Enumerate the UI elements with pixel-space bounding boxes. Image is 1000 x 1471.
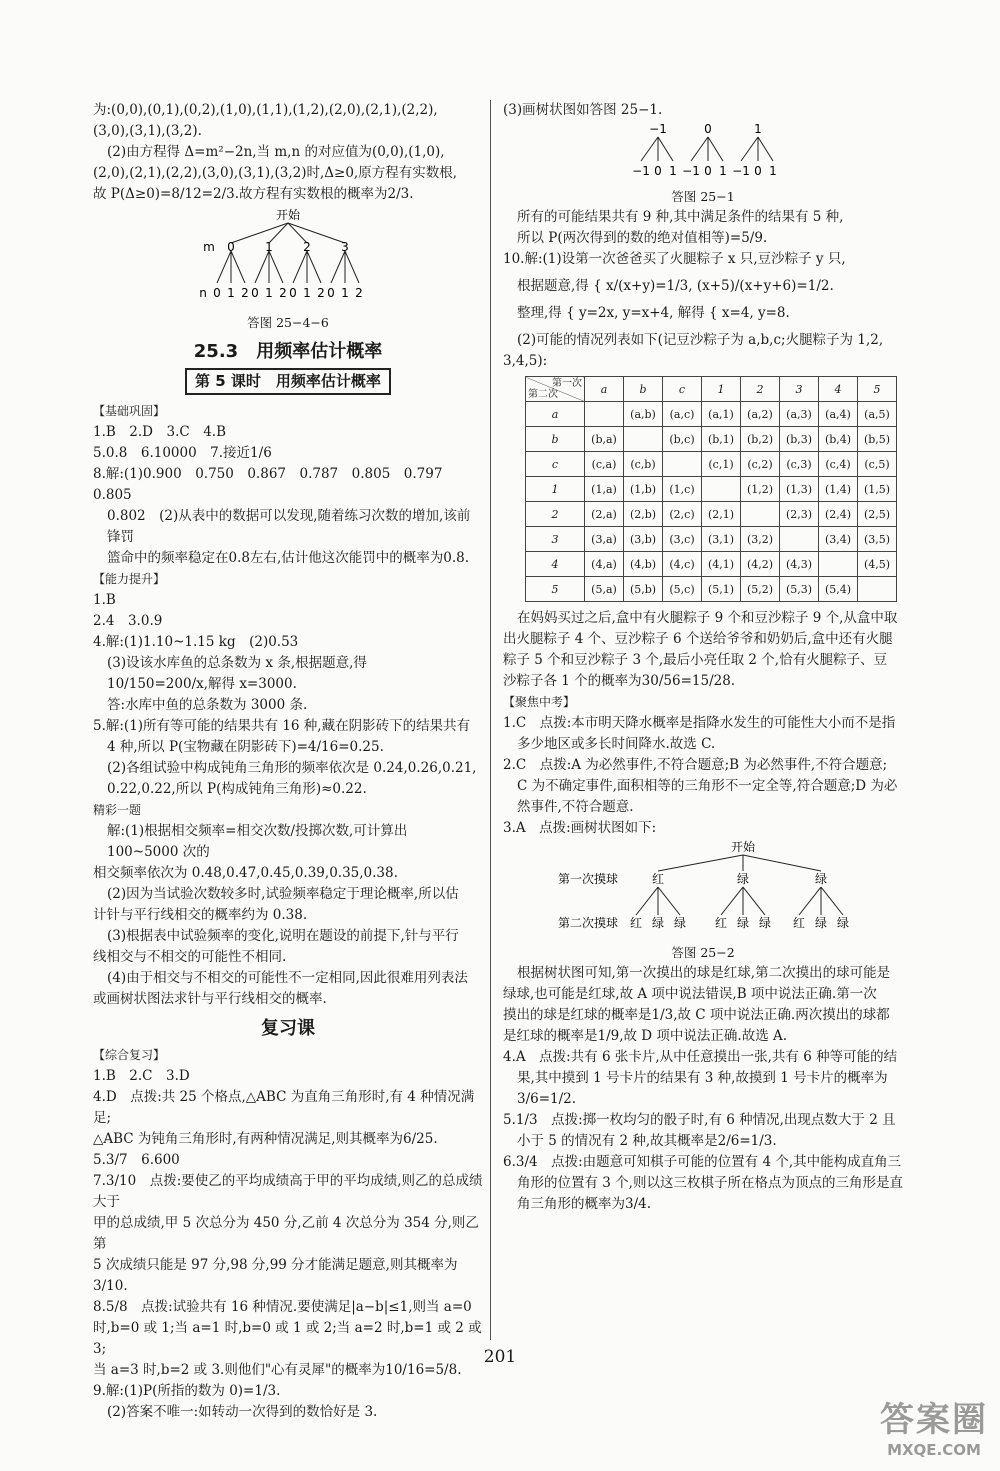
- subsection-tag: 【综合复习】: [93, 1048, 166, 1062]
- figure-caption: 答图 25−2: [671, 945, 735, 960]
- table-cell: (c,2): [741, 452, 780, 477]
- text-line: (2)答案不唯一:如转动一次得到的数恰好是 3.: [107, 1404, 378, 1420]
- tree-diagram-25-1: [503, 121, 903, 179]
- table-cell: (b,c): [663, 427, 702, 452]
- tree-leaf: 0: [289, 286, 297, 300]
- text-line: (2,0),(2,1),(2,2),(3,0),(3,1),(3,2)时,Δ≥0,原方程有实数根,: [93, 165, 457, 181]
- table-cell: (4,2): [741, 552, 780, 577]
- tree-leaf: 红: [629, 916, 643, 930]
- table-row-header: 3: [526, 527, 585, 552]
- table-row: [526, 502, 897, 527]
- table-cell: [780, 527, 819, 552]
- table-cell: (b,1): [702, 427, 741, 452]
- text-line: (3)设该水库鱼的总条数为 x 条,根据题意,得: [107, 655, 367, 671]
- table-cell: (a,2): [741, 402, 780, 427]
- text-line: 甲的总成绩,甲 5 次总分为 450 分,乙前 4 次总分为 354 分,则乙第: [93, 1215, 479, 1252]
- tree-leaf: 绿: [673, 916, 687, 930]
- text-line: 5.3/7 6.600: [93, 1152, 180, 1168]
- text-line: 相交频率依次为 0.48,0.47,0.45,0.39,0.35,0.38.: [93, 865, 398, 881]
- table-cell: (b,a): [585, 427, 624, 452]
- text-line: 1.B 2.D 3.C 4.B: [93, 424, 227, 440]
- table-row-header: 4: [526, 552, 585, 577]
- tree-leaf: 0: [327, 286, 335, 300]
- text-line: 10/150=200/x,解得 x=3000.: [107, 676, 297, 692]
- table-row: [526, 527, 897, 552]
- table-cell: (1,5): [858, 477, 897, 502]
- text-line: 8.解:(1)0.900 0.750 0.867 0.787 0.805 0.797 0.805: [93, 466, 456, 503]
- text-line: 3,4,5):: [503, 353, 548, 369]
- watermark-logo: [880, 1392, 988, 1459]
- text-line: 线相交与不相交的可能性不相同.: [93, 949, 287, 965]
- table-cell: (3,5): [858, 527, 897, 552]
- table-cell: [819, 552, 858, 577]
- table-header-cell: b: [624, 377, 663, 402]
- watermark-url: MXQE.COM: [887, 1441, 981, 1459]
- tree-leaf: 1: [303, 286, 311, 300]
- section-title: 复习课: [261, 1018, 315, 1039]
- tree-leaf: 1: [227, 286, 235, 300]
- table-row-header: b: [526, 427, 585, 452]
- tree-leaf: 绿: [736, 916, 750, 930]
- equation-system: 根据题意,得 { x/(x+y)=1/3, (x+5)/(x+y+6)=1/2.: [517, 278, 834, 294]
- table-cell: (3,4): [819, 527, 858, 552]
- table-corner-cell: [526, 377, 585, 402]
- table-cell: (a,b): [624, 402, 663, 427]
- table-header-cell: 5: [858, 377, 897, 402]
- text-line: 计针与平行线相交的概率约为 0.38.: [93, 907, 308, 923]
- text-line: 4.A 点拨:共有 6 张卡片,从中任意摸出一张,共有 6 种等可能的结: [503, 1049, 898, 1065]
- text-line: 解:(1)根据相交频率=相交次数/投掷次数,可计算出 100~5000 次的: [107, 823, 408, 860]
- text-line: 5.0.8 6.10000 7.接近1/6: [93, 445, 272, 461]
- table-cell: (a,5): [858, 402, 897, 427]
- table-row: [526, 402, 897, 427]
- text-line: (2)各组试验中构成钝角三角形的频率依次是 0.24,0.26,0.21,: [107, 760, 477, 776]
- tree-leaf: 2: [317, 286, 325, 300]
- text-line: 角三角形的概率为3/4.: [517, 1196, 652, 1212]
- corner-bottom: 第二次: [528, 389, 558, 400]
- tree-diagram-25-2: [503, 839, 903, 935]
- text-line: 在妈妈买过之后,盒中有火腿粽子 9 个和豆沙粽子 9 个,从盒中取: [517, 610, 898, 626]
- tree-level-label-n: n: [199, 286, 207, 300]
- text-line: 0.802 (2)从表中的数据可以发现,随着练习次数的增加,该前锋罚: [107, 508, 471, 545]
- outcome-table: [525, 376, 897, 602]
- text-line: 故 P(Δ≥0)=8/12=2/3.故方程有实数根的概率为2/3.: [93, 186, 414, 202]
- table-cell: (c,1): [702, 452, 741, 477]
- table-cell: (b,2): [741, 427, 780, 452]
- text-line: 角形的位置有 3 个,则以这三枚棋子所在格点为顶点的三角形是直: [517, 1175, 903, 1191]
- text-line: (2)由方程得 Δ=m²−2n,当 m,n 的对应值为(0,0),(1,0),: [107, 144, 445, 160]
- text-line: 10.解:(1)设第一次爸爸买了火腿粽子 x 只,豆沙粽子 y 只,: [503, 251, 846, 267]
- table-cell: (3,c): [663, 527, 702, 552]
- table-cell: [858, 577, 897, 602]
- table-cell: (b,3): [780, 427, 819, 452]
- table-cell: (5,4): [819, 577, 858, 602]
- table-header-cell: 3: [780, 377, 819, 402]
- text-line: 然事件,不符合题意.: [517, 799, 634, 815]
- text-line: 2.4 3.0.9: [93, 613, 163, 629]
- text-line: 或画树状图法求针与平行线相交的概率.: [93, 991, 327, 1007]
- table-cell: (5,2): [741, 577, 780, 602]
- table-cell: (4,1): [702, 552, 741, 577]
- tree-node: 2: [303, 240, 311, 254]
- table-cell: (a,4): [819, 402, 858, 427]
- table-cell: (b,5): [858, 427, 897, 452]
- figure-caption: 答图 25−1: [671, 189, 735, 204]
- table-cell: (2,4): [819, 502, 858, 527]
- table-row-header: 1: [526, 477, 585, 502]
- table-cell: (b,4): [819, 427, 858, 452]
- table-cell: (5,3): [780, 577, 819, 602]
- right-column: [503, 100, 903, 1215]
- tree-leaf: 0: [704, 164, 712, 178]
- text-line: 1.B 2.C 3.D: [93, 1068, 190, 1084]
- text-line: 3/6=1/2.: [517, 1091, 577, 1107]
- table-cell: (c,3): [780, 452, 819, 477]
- table-cell: (5,1): [702, 577, 741, 602]
- text-line: 所有的可能结果共有 9 种,其中满足条件的结果有 5 种,: [517, 209, 844, 225]
- text-line: 时,b=0 或 1;当 a=1 时,b=0 或 1 或 2;当 a=2 时,b=1 或 2 或 3;: [93, 1320, 482, 1357]
- tree-node: 1: [754, 122, 762, 136]
- subsection-tag: 【聚焦中考】: [503, 695, 576, 709]
- text-line: (3)画树状图如答图 25−1.: [503, 102, 663, 118]
- tree-leaf: 绿: [651, 916, 665, 930]
- table-cell: (4,3): [780, 552, 819, 577]
- text-line: 1.B: [93, 592, 116, 608]
- table-cell: (1,3): [780, 477, 819, 502]
- tree-node: 3: [341, 240, 349, 254]
- lesson-title: 第 5 课时 用频率估计概率: [185, 368, 391, 395]
- text-line: 9.解:(1)P(所指的数为 0)=1/3.: [93, 1383, 281, 1399]
- text-line: 摸出的球是红球的概率是1/3,故 C 项中说法正确.两次摸出的球都: [503, 1007, 890, 1023]
- tree-level-label: 第一次摸球: [557, 872, 619, 886]
- text-line: 是红球的概率是1/9,故 D 项中说法正确.故选 A.: [503, 1028, 788, 1044]
- table-cell: (1,a): [585, 477, 624, 502]
- tree-leaf: 绿: [814, 916, 828, 930]
- section-title: 25.3 用频率估计概率: [193, 341, 383, 362]
- text-line: (3,0),(3,1),(3,2).: [93, 123, 202, 139]
- text-line: 绿球,也可能是红球,故 A 项中说法错误,B 项中说法正确.第一次: [503, 986, 877, 1002]
- table-header-cell: 2: [741, 377, 780, 402]
- left-column: [93, 100, 483, 1423]
- text-line: 4.D 点拨:共 25 个格点,△ABC 为直角三角形时,有 4 种情况满足;: [93, 1089, 475, 1126]
- table-cell: (2,b): [624, 502, 663, 527]
- text-line: 为:(0,0),(0,1),(0,2),(1,0),(1,1),(1,2),(2,0),(2,1),(2,2),: [93, 102, 438, 118]
- table-cell: (c,b): [624, 452, 663, 477]
- figure-caption: 答图 25−4−6: [247, 315, 329, 330]
- table-row: [526, 427, 897, 452]
- text-line: 4 种,所以 P(宝物藏在阴影砖下)=4/16=0.25.: [107, 739, 384, 755]
- tree-leaf: 红: [714, 916, 728, 930]
- equation-system: 整理,得 { y=2x, y=x+4, 解得 { x=4, y=8.: [517, 305, 790, 321]
- text-line: 答:水库中鱼的总条数为 3000 条.: [107, 697, 308, 713]
- table-cell: (2,3): [780, 502, 819, 527]
- tree-node: 0: [704, 122, 712, 136]
- text-line: △ABC 为钝角三角形时,有两种情况满足,则其概率为6/25.: [93, 1131, 438, 1147]
- text-line: 出火腿粽子 4 个、豆沙粽子 6 个送给爷爷和奶奶后,盒中还有火腿: [503, 631, 893, 647]
- table-row: [526, 452, 897, 477]
- tree-leaf: −1: [632, 164, 650, 178]
- text-line: 沙粽子各 1 个的概率为30/56=15/28.: [503, 673, 736, 689]
- table-cell: (4,b): [624, 552, 663, 577]
- text-line: 5.解:(1)所有等可能的结果共有 16 种,藏在阴影砖下的结果共有: [93, 718, 471, 734]
- table-row-header: c: [526, 452, 585, 477]
- subsection-tag: 【能力提升】: [93, 572, 166, 586]
- text-line: 多少地区或多长时间降水.故选 C.: [517, 736, 716, 752]
- page-number: 201: [483, 1347, 517, 1367]
- tree-node: −1: [649, 122, 667, 136]
- text-line: 所以 P(两次得到的数的绝对值相等)=5/9.: [517, 230, 768, 246]
- subsection-tag: 【基础巩固】: [93, 404, 166, 418]
- corner-top: 第一次: [552, 378, 582, 389]
- subsection-tag: 精彩一题: [93, 803, 142, 817]
- table-cell: (5,c): [663, 577, 702, 602]
- table-cell: [585, 402, 624, 427]
- tree-leaf: 0: [654, 164, 662, 178]
- tree-node: 红: [651, 872, 665, 886]
- text-line: 当 a=3 时,b=2 或 3.则他们"心有灵犀"的概率为10/16=5/8.: [93, 1362, 462, 1378]
- tree-leaf: 0: [754, 164, 762, 178]
- tree-leaf: 2: [355, 286, 363, 300]
- tree-leaf: 0: [251, 286, 259, 300]
- watermark-title: 答案圈: [880, 1400, 988, 1440]
- table-cell: (2,1): [702, 502, 741, 527]
- tree-leaf: 绿: [836, 916, 850, 930]
- table-cell: [741, 502, 780, 527]
- text-line: 篮命中的频率稳定在0.8左右,估计他这次能罚中的概率为0.8.: [107, 550, 470, 566]
- text-line: (4)由于相交与不相交的可能性不一定相同,因此很难用列表法: [107, 970, 468, 986]
- tree-leaf: 1: [719, 164, 727, 178]
- table-cell: (1,b): [624, 477, 663, 502]
- table-cell: [663, 452, 702, 477]
- table-cell: (4,c): [663, 552, 702, 577]
- tree-leaf: −1: [732, 164, 750, 178]
- table-cell: (1,4): [819, 477, 858, 502]
- table-cell: (2,c): [663, 502, 702, 527]
- table-header-row: [526, 377, 897, 402]
- tree-leaf: 1: [341, 286, 349, 300]
- table-cell: [702, 477, 741, 502]
- table-cell: (c,a): [585, 452, 624, 477]
- tree-leaf: 1: [265, 286, 273, 300]
- table-cell: (2,5): [858, 502, 897, 527]
- table-cell: [624, 427, 663, 452]
- lesson-title-box: [93, 368, 483, 395]
- table-header-cell: c: [663, 377, 702, 402]
- text-line: 5 次成绩只能是 97 分,98 分,99 分才能满足题意,则其概率为3/10.: [93, 1257, 458, 1294]
- tree-root-label: 开始: [730, 840, 756, 854]
- table-header-cell: 4: [819, 377, 858, 402]
- table-cell: (3,a): [585, 527, 624, 552]
- table-cell: (4,5): [858, 552, 897, 577]
- tree-node: 绿: [736, 872, 750, 886]
- text-line: 5.1/3 点拨:掷一枚均匀的骰子时,有 6 种情况,出现点数大于 2 且: [503, 1112, 896, 1128]
- tree-node: 1: [265, 240, 273, 254]
- text-line: 8.5/8 点拨:试验共有 16 种情况.要使满足|a−b|≤1,则当 a=0: [93, 1299, 472, 1315]
- tree-leaf: 2: [241, 286, 249, 300]
- tree-level-label: 第二次摸球: [557, 916, 619, 930]
- text-line: 7.3/10 点拨:要使乙的平均成绩高于甲的平均成绩,则乙的总成绩大于: [93, 1173, 483, 1210]
- table-row: [526, 577, 897, 602]
- table-cell: (5,a): [585, 577, 624, 602]
- table-cell: (c,4): [819, 452, 858, 477]
- column-divider: [490, 100, 491, 1340]
- text-line: 果,其中摸到 1 号卡片的结果有 3 种,故摸到 1 号卡片的概率为: [517, 1070, 888, 1086]
- table-cell: (1,c): [663, 477, 702, 502]
- table-cell: (4,a): [585, 552, 624, 577]
- table-cell: (c,5): [858, 452, 897, 477]
- table-cell: (3,b): [624, 527, 663, 552]
- table-cell: (3,2): [741, 527, 780, 552]
- text-line: 2.C 点拨:A 为必然事件,不符合题意;B 为必然事件,不符合题意;: [503, 757, 888, 773]
- tree-leaf: 绿: [758, 916, 772, 930]
- table-cell: (a,3): [780, 402, 819, 427]
- tree-node: 绿: [814, 872, 828, 886]
- table-cell: (3,1): [702, 527, 741, 552]
- tree-leaf: 1: [769, 164, 777, 178]
- text-line: 6.3/4 点拨:由题意可知棋子可能的位置有 4 个,其中能构成直角三: [503, 1154, 902, 1170]
- tree-level-label-m: m: [203, 240, 215, 254]
- table-header-cell: a: [585, 377, 624, 402]
- text-line: 根据树状图可知,第一次摸出的球是红球,第二次摸出的球可能是: [517, 965, 891, 981]
- table-row-header: 2: [526, 502, 585, 527]
- tree-diagram-25-4-6: [93, 205, 483, 305]
- table-row-header: a: [526, 402, 585, 427]
- text-line: 1.C 点拨:本市明天降水概率是指降水发生的可能性大小而不是指: [503, 715, 896, 731]
- table-cell: (a,c): [663, 402, 702, 427]
- tree-node: 0: [227, 240, 235, 254]
- table-cell: (2,a): [585, 502, 624, 527]
- tree-leaf: 1: [669, 164, 677, 178]
- tree-root-label: 开始: [275, 208, 301, 222]
- table-row: [526, 477, 897, 502]
- text-line: (3)根据表中试验频率的变化,说明在题设的前提下,针与平行: [107, 928, 459, 944]
- text-line: 粽子 5 个和豆沙粽子 3 个,最后小亮任取 2 个,恰有火腿粽子、豆: [503, 652, 888, 668]
- text-line: (2)因为当试验次数较多时,试验频率稳定于理论概率,所以估: [107, 886, 459, 902]
- table-cell: (5,b): [624, 577, 663, 602]
- table-row-header: 5: [526, 577, 585, 602]
- text-line: (2)可能的情况列表如下(记豆沙粽子为 a,b,c;火腿粽子为 1,2,: [517, 332, 884, 348]
- tree-leaf: −1: [682, 164, 700, 178]
- tree-leaf: 2: [279, 286, 287, 300]
- table-cell: (a,1): [702, 402, 741, 427]
- text-line: 4.解:(1)1.10~1.15 kg (2)0.53: [93, 634, 299, 650]
- text-line: 0.22,0.22,所以 P(构成钝角三角形)≈0.22.: [107, 781, 367, 797]
- tree-leaf: 0: [213, 286, 221, 300]
- text-line: C 为不确定事件,面积相等的三角形不一定全等,符合题意;D 为必: [517, 778, 898, 794]
- tree-leaf: 红: [792, 916, 806, 930]
- table-cell: (1,2): [741, 477, 780, 502]
- text-line: 3.A 点拨:画树状图如下:: [503, 820, 657, 836]
- text-line: 小于 5 的情况有 2 种,故其概率是2/6=1/3.: [517, 1133, 777, 1149]
- table-row: [526, 552, 897, 577]
- table-header-cell: 1: [702, 377, 741, 402]
